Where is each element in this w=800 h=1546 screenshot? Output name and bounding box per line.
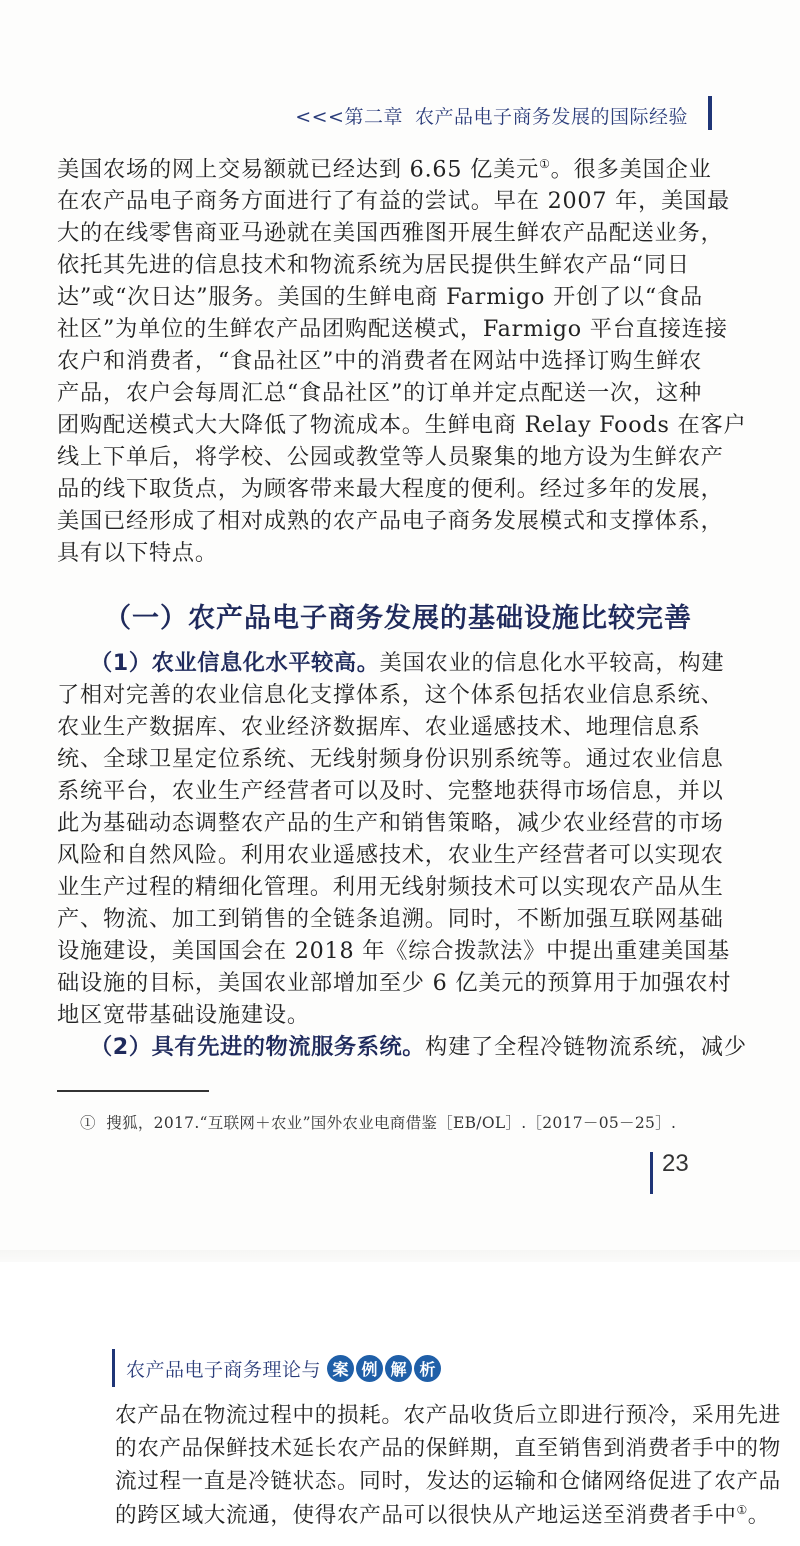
page-2-line: 的农产品保鲜技术延长农产品的保鲜期，直至销售到消费者手中的物 [115, 1436, 781, 1461]
body-line: 系统平台，农业生产经营者可以及时、完整地获得市场信息，并以 [57, 778, 724, 804]
body-line: 统、全球卫星定位系统、无线射频身份识别系统等。通过农业信息 [57, 746, 724, 772]
page-number: 23 [662, 1150, 689, 1177]
badge-char: 解 [385, 1355, 412, 1382]
point-2-lead: （2）具有先进的物流服务系统。 [90, 1034, 426, 1060]
body-line: 品的线下取货点，为顾客带来最大程度的便利。经过多年的发展， [57, 476, 724, 502]
book-title: 农产品电子商务理论与 [126, 1358, 322, 1381]
body-line: 业生产过程的精细化管理。利用无线射频技术可以实现农产品从生 [57, 874, 724, 900]
body-line: 农户和消费者，“食品社区”中的消费者在网站中选择订购生鲜农 [57, 348, 702, 374]
footnote-ref: ① [736, 1503, 748, 1517]
body-line: 美国已经形成了相对成熟的农产品电子商务发展模式和支撑体系， [57, 508, 724, 534]
body-line: 大的在线零售商亚马逊就在美国西雅图开展生鲜农产品配送业务， [57, 220, 724, 246]
running-head-chapter: 第二章 [344, 106, 403, 128]
point-1-first-rest: 美国农业的信息化水平较高，构建 [379, 650, 725, 676]
running-head-title: 农产品电子商务发展的国际经验 [414, 106, 688, 128]
page-2-line-tail: 。 [747, 1503, 770, 1529]
page-2-line: 农产品在物流过程中的损耗。农产品收货后立即进行预冷，采用先进 [115, 1403, 781, 1428]
body-line-text: 美国农场的网上交易额就已经达到 6.65 亿美元 [57, 156, 540, 183]
footnote-ref: ① [539, 157, 551, 171]
badge-char: 案 [327, 1355, 354, 1382]
point-1-lead: （1）农业信息化水平较高。 [90, 650, 380, 676]
body-line: 依托其先进的信息技术和物流系统为居民提供生鲜农产品“同日 [57, 252, 690, 278]
point-2-first-line [90, 1036, 747, 1058]
body-line: 团购配送模式大大降低了物流成本。生鲜电商 Relay Foods 在客户 [57, 412, 747, 438]
body-line [57, 158, 712, 181]
page-2-running-head [114, 1351, 441, 1385]
footnote-text: 搜狐，2017.“互联网＋农业”国外农业电商借鉴［EB/OL］.［2017－05－25］. [106, 1114, 677, 1132]
body-line: 农业生产数据库、农业经济数据库、农业遥感技术、地理信息系 [57, 714, 701, 740]
body-line: 达”或“次日达”服务。美国的生鲜电商 Farmigo 开创了以“食品 [57, 284, 704, 310]
body-line: 产品，农户会每周汇总“食品社区”的订单并定点配送一次，这种 [57, 380, 702, 406]
book-title-badges [325, 1355, 441, 1382]
page-2-line-text: 的跨区域大流通，使得农产品可以很快从产地运送至消费者手中 [115, 1503, 737, 1529]
body-line: 在农产品电子商务方面进行了有益的尝试。早在 2007 年，美国最 [57, 188, 731, 214]
body-line: 线上下单后，将学校、公园或教堂等人员聚集的地方设为生鲜农产 [57, 444, 724, 470]
page-2-line [115, 1504, 770, 1527]
footnote [80, 1111, 676, 1133]
running-head-arrows: <<< [295, 106, 345, 128]
page-number-rule [650, 1152, 653, 1194]
section-heading: （一）农产品电子商务发展的基础设施比较完善 [104, 603, 692, 634]
body-line: 具有以下特点。 [57, 540, 218, 566]
body-line-tail: 。很多美国企业 [550, 156, 712, 183]
body-line: 社区”为单位的生鲜农产品团购配送模式，Farmigo 平台直接连接 [57, 316, 728, 342]
body-line: 此为基础动态调整农产品的生产和销售策略，减少农业经营的市场 [57, 810, 724, 836]
body-line: 地区宽带基础设施建设。 [57, 1002, 310, 1028]
body-line: 础设施的目标，美国农业部增加至少 6 亿美元的预算用于加强农村 [57, 970, 732, 996]
body-line: 了相对完善的农业信息化支撑体系，这个体系包括农业信息系统、 [57, 682, 724, 708]
footnote-mark: ① [80, 1114, 96, 1132]
body-line: 产、物流、加工到销售的全链条追溯。同时，不断加强互联网基础 [57, 906, 724, 932]
body-line: 设施建设，美国国会在 2018 年《综合拨款法》中提出重建美国基 [57, 938, 731, 964]
badge-char: 例 [356, 1355, 383, 1382]
badge-char: 析 [414, 1355, 441, 1382]
footnote-rule [57, 1090, 209, 1092]
point-2-first-rest: 构建了全程冷链物流系统，减少 [425, 1034, 747, 1060]
running-head-rule [708, 96, 712, 130]
point-1-first-line [90, 652, 724, 674]
body-line: 风险和自然风险。利用农业遥感技术，农业生产经营者可以实现农 [57, 842, 724, 868]
page-2-line: 流过程一直是冷链状态。同时，发达的运输和仓储网络促进了农产品 [115, 1469, 781, 1494]
running-head [295, 102, 688, 129]
